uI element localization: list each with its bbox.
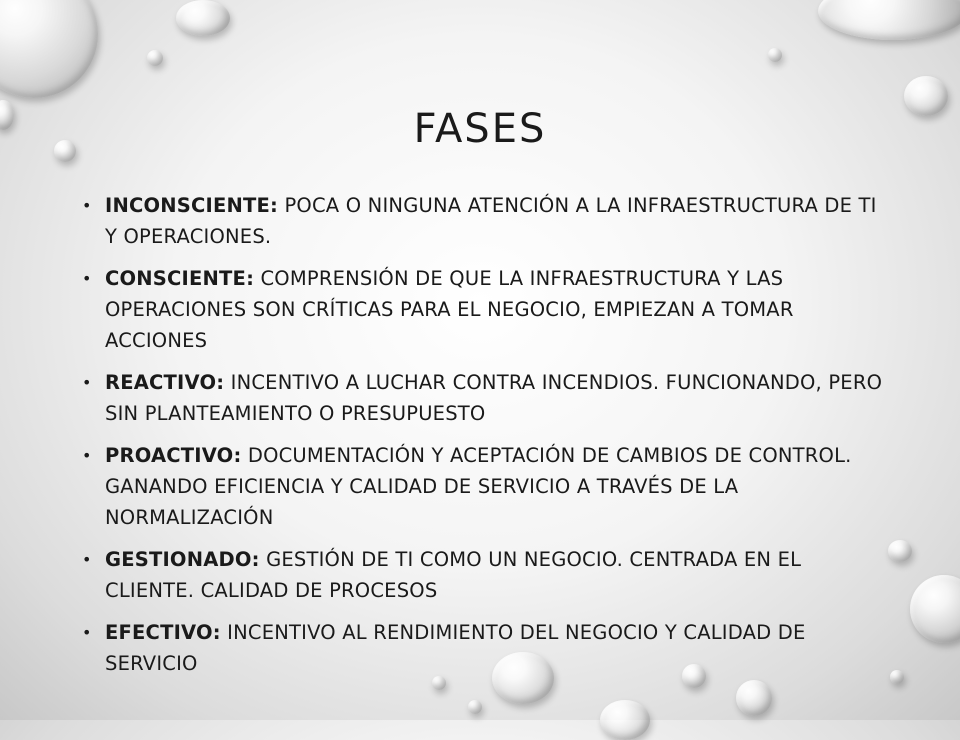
water-drop <box>600 700 650 740</box>
list-item <box>82 544 892 606</box>
phase-description: INCENTIVO A LUCHAR CONTRA INCENDIOS. FUNCIONANDO, PERO SIN PLANTEAMIENTO O PRESUPUESTO <box>105 371 883 425</box>
bullet-icon: • <box>82 550 92 569</box>
phase-description: DOCUMENTACIÓN Y ACEPTACIÓN DE CAMBIOS DE CONTROL. GANANDO EFICIENCIA Y CALIDAD DE SERVICIO A TRAVÉS DE LA NORMALIZACIÓN <box>105 444 852 529</box>
phase-description: POCA O NINGUNA ATENCIÓN A LA INFRAESTRUCTURA DE TI Y OPERACIONES. <box>105 194 877 248</box>
bullet-icon: • <box>82 446 92 465</box>
phase-term: EFECTIVO: <box>105 621 221 644</box>
water-drop <box>890 670 904 684</box>
phase-term: GESTIONADO: <box>105 548 260 571</box>
phase-term: PROACTIVO: <box>105 444 242 467</box>
water-drop <box>818 0 960 40</box>
phase-term: INCONSCIENTE: <box>105 194 279 217</box>
phase-term: CONSCIENTE: <box>105 267 255 290</box>
list-item <box>82 263 892 356</box>
water-drop <box>0 0 98 98</box>
bullet-icon: • <box>82 623 92 642</box>
water-drop <box>147 50 163 66</box>
list-item <box>82 190 892 252</box>
bullet-icon: • <box>82 373 92 392</box>
phase-description: COMPRENSIÓN DE QUE LA INFRAESTRUCTURA Y LAS OPERACIONES SON CRÍTICAS PARA EL NEGOCIO, EMPIEZAN A TOMAR ACCIONES <box>105 267 794 352</box>
list-item <box>82 617 892 679</box>
list-item <box>82 440 892 533</box>
phase-description: GESTIÓN DE TI COMO UN NEGOCIO. CENTRADA EN EL CLIENTE. CALIDAD DE PROCESOS <box>105 548 802 602</box>
phase-description: INCENTIVO AL RENDIMIENTO DEL NEGOCIO Y CALIDAD DE SERVICIO <box>105 621 806 675</box>
bullet-icon: • <box>82 269 92 288</box>
list-item <box>82 367 892 429</box>
phase-term: REACTIVO: <box>105 371 225 394</box>
bullet-list <box>82 190 892 690</box>
slide-title: FASES <box>413 106 547 152</box>
water-drop <box>910 575 960 643</box>
water-drop <box>768 48 782 62</box>
water-drop <box>468 700 482 714</box>
water-drop <box>176 0 230 36</box>
bullet-icon: • <box>82 196 92 215</box>
